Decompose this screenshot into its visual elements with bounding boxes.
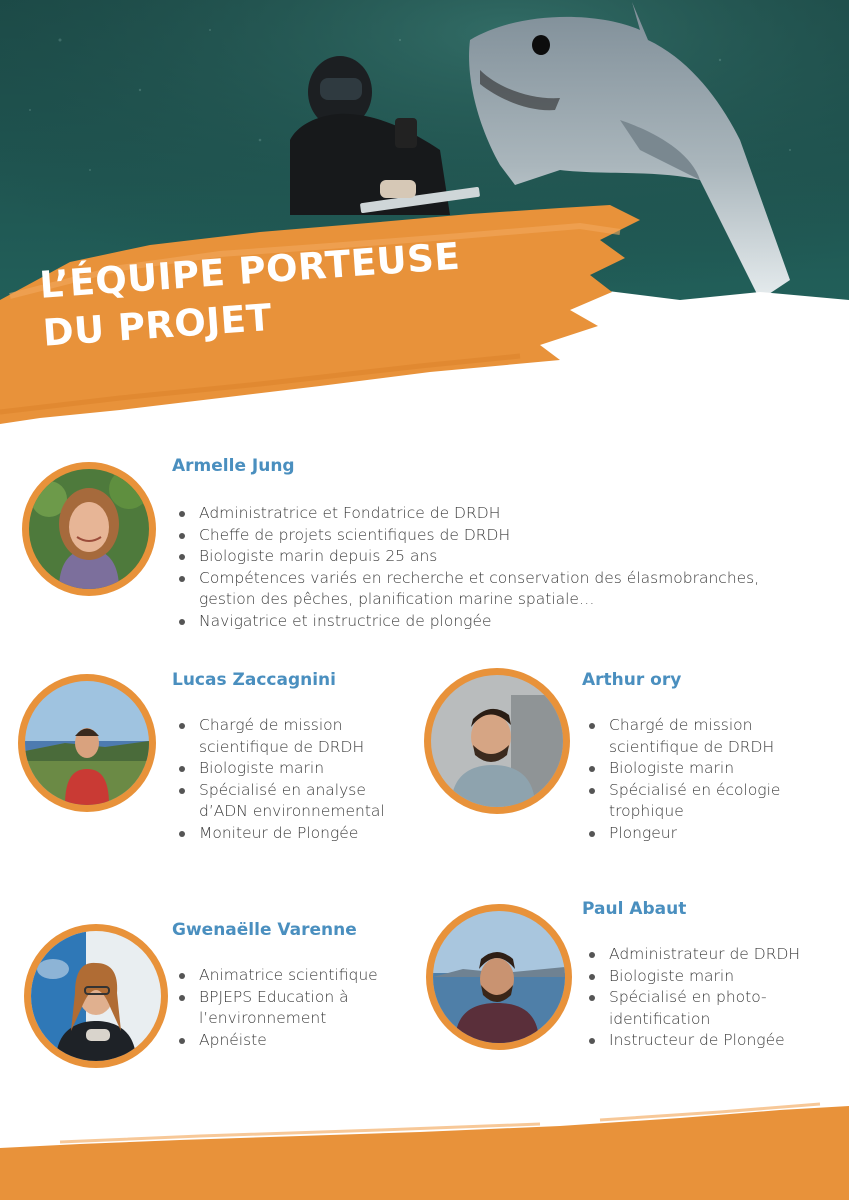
bottom-orange-brush bbox=[0, 1090, 849, 1200]
list-item: Biologiste marin bbox=[172, 758, 417, 780]
list-item: Apnéiste bbox=[172, 1030, 417, 1052]
list-item: Cheffe de projets scientifiques de DRDH bbox=[172, 525, 812, 547]
list-item: Moniteur de Plongée bbox=[172, 823, 417, 845]
avatar-gwenaelle-varenne bbox=[24, 924, 168, 1068]
member-name: Paul Abaut bbox=[582, 899, 687, 919]
portrait-photo bbox=[29, 469, 149, 589]
list-item: Administratrice et Fondatrice de DRDH bbox=[172, 503, 812, 525]
member-name: Armelle Jung bbox=[172, 456, 295, 476]
portrait-photo bbox=[433, 911, 565, 1043]
avatar-lucas-zaccagnini bbox=[18, 674, 156, 812]
member-name: Gwenaëlle Varenne bbox=[172, 920, 357, 940]
avatar-armelle-jung bbox=[22, 462, 156, 596]
avatar-arthur-ory bbox=[424, 668, 570, 814]
list-item: BPJEPS Education à l’environnement bbox=[172, 987, 417, 1030]
list-item: Biologiste marin bbox=[582, 758, 827, 780]
list-item: Compétences variés en recherche et conservation des élasmobranches, gestion des pêches, planification marine spatiale… bbox=[172, 568, 812, 611]
list-item: Navigatrice et instructrice de plongée bbox=[172, 611, 812, 633]
page-title: L’ÉQUIPE PORTEUSE DU PROJET bbox=[38, 234, 462, 355]
list-item: Administrateur de DRDH bbox=[582, 944, 832, 966]
member-details-list bbox=[172, 503, 812, 632]
list-item: Animatrice scientifique bbox=[172, 965, 417, 987]
member-name: Arthur ory bbox=[582, 670, 682, 690]
portrait-photo bbox=[431, 675, 563, 807]
list-item: Biologiste marin depuis 25 ans bbox=[172, 546, 812, 568]
list-item: Plongeur bbox=[582, 823, 827, 845]
list-item: Spécialisé en analyse d’ADN environnemental bbox=[172, 780, 417, 823]
member-details-list bbox=[582, 944, 832, 1052]
member-name: Lucas Zaccagnini bbox=[172, 670, 336, 690]
portrait-photo bbox=[31, 931, 161, 1061]
avatar-paul-abaut bbox=[426, 904, 572, 1050]
list-item: Spécialisé en écologie trophique bbox=[582, 780, 827, 823]
orange-brush-banner bbox=[0, 0, 849, 440]
list-item: Instructeur de Plongée bbox=[582, 1030, 832, 1052]
portrait-photo bbox=[25, 681, 149, 805]
member-details-list bbox=[582, 715, 827, 844]
list-item: Chargé de mission scientifique de DRDH bbox=[582, 715, 827, 758]
list-item: Chargé de mission scientifique de DRDH bbox=[172, 715, 417, 758]
member-details-list bbox=[172, 965, 417, 1051]
list-item: Biologiste marin bbox=[582, 966, 832, 988]
member-details-list bbox=[172, 715, 417, 844]
list-item: Spécialisé en photo-identification bbox=[582, 987, 832, 1030]
